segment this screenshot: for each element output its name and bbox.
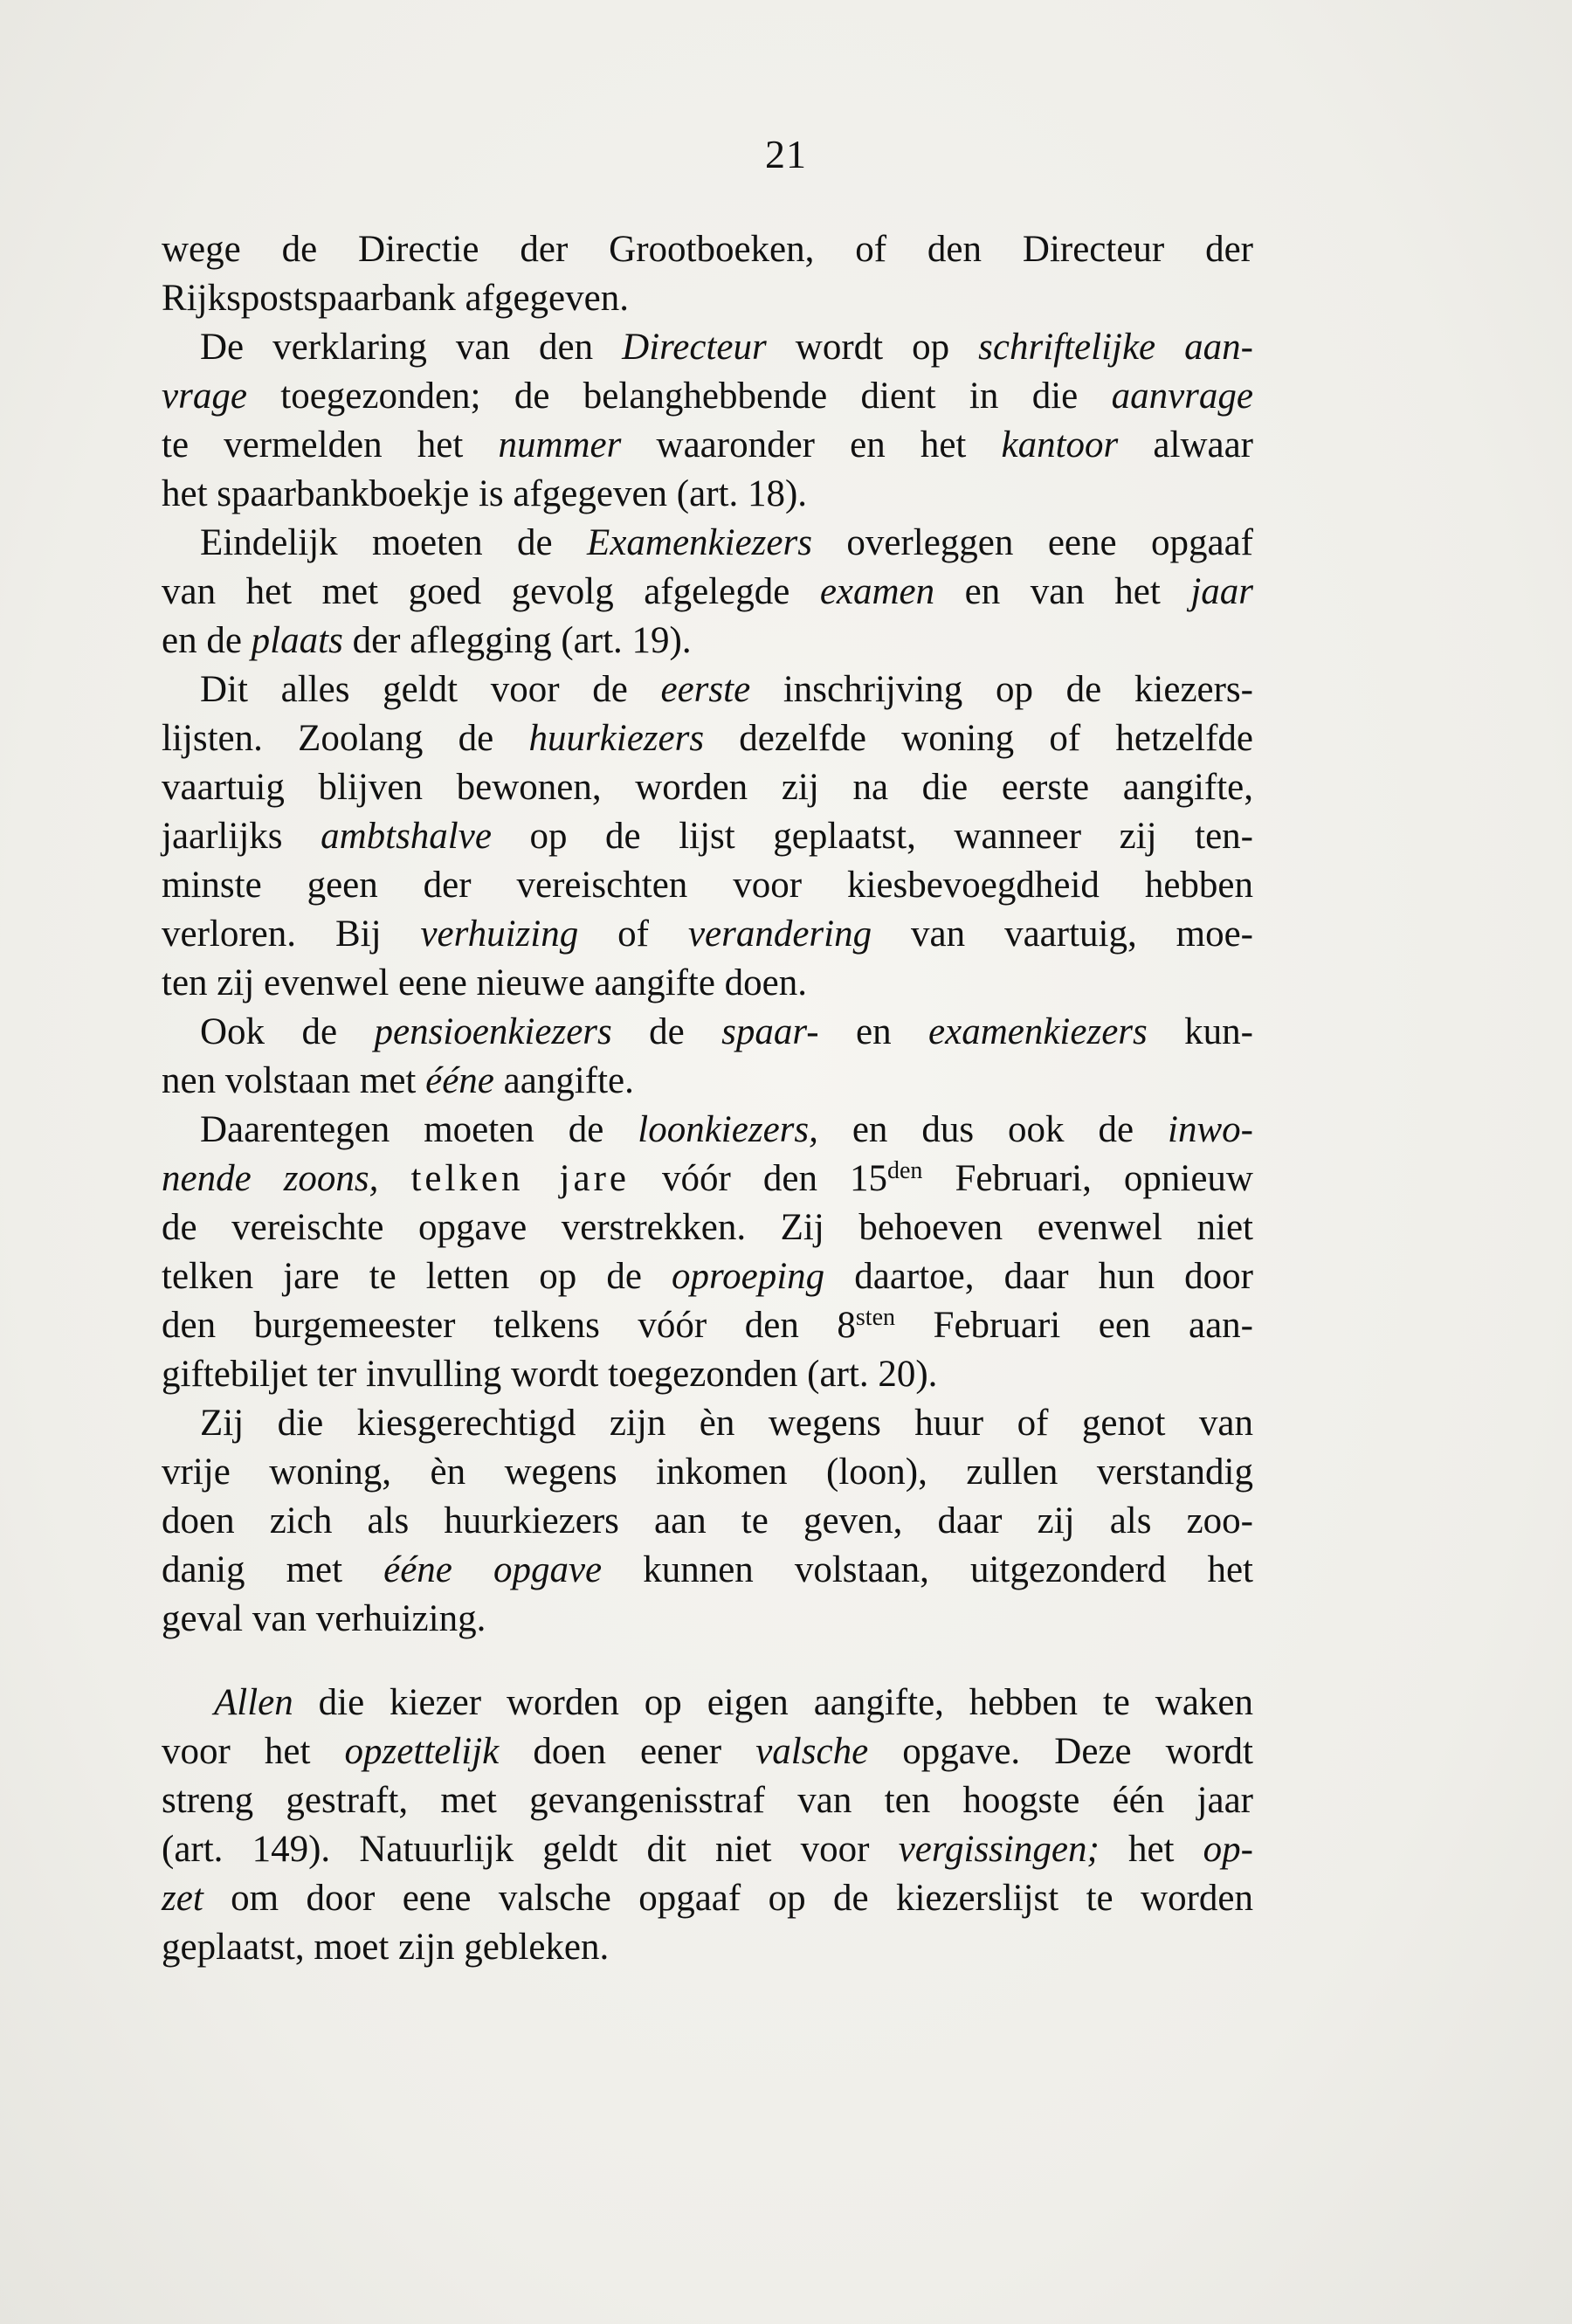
line-text: van het met goed gevolg afgelegde bbox=[162, 571, 820, 612]
line-text: danig met bbox=[162, 1549, 384, 1590]
line-text: geplaatst, moet zijn gebleken. bbox=[162, 1927, 610, 1968]
line-text: vóór den 15 bbox=[629, 1158, 887, 1199]
text-line bbox=[162, 1727, 1253, 1776]
line-text: nen volstaan met bbox=[162, 1060, 426, 1101]
line-text: daartoe, daar hun door bbox=[824, 1256, 1253, 1297]
text-line bbox=[162, 1350, 1253, 1399]
text-line bbox=[162, 1252, 1253, 1301]
line-text: ten zij evenwel eene nieuwe aangifte doen. bbox=[162, 962, 807, 1003]
line-text: verloren. Bij bbox=[162, 914, 421, 955]
line-text: Ook de bbox=[200, 1011, 375, 1052]
italic-text: kantoor bbox=[1001, 424, 1119, 465]
text-line bbox=[162, 1155, 1253, 1203]
superscript-text: den bbox=[886, 1157, 923, 1184]
text-line bbox=[162, 1776, 1253, 1825]
text-line bbox=[162, 1497, 1253, 1546]
italic-text: vergissingen; bbox=[898, 1829, 1100, 1870]
line-text: die kiezer worden op eigen aangifte, hebben te waken bbox=[293, 1682, 1253, 1723]
italic-text: ééne bbox=[425, 1060, 494, 1101]
line-text: en de bbox=[162, 620, 252, 661]
line-text: De verklaring van den bbox=[200, 327, 623, 368]
italic-text: nende zoons, bbox=[162, 1158, 379, 1199]
spaced-text: telken jare bbox=[410, 1158, 630, 1199]
line-text: en van het bbox=[934, 571, 1191, 612]
text-line bbox=[162, 1825, 1253, 1874]
italic-text: oproeping bbox=[672, 1256, 825, 1297]
line-text: Rijkspostspaarbank afgegeven. bbox=[162, 278, 629, 319]
line-text: op de lijst geplaatst, wanneer zij ten- bbox=[491, 816, 1253, 857]
main-text-block bbox=[162, 225, 1253, 1644]
line-text bbox=[378, 1158, 410, 1199]
italic-text: ambtshalve bbox=[321, 816, 492, 857]
line-text: Eindelijk moeten de bbox=[200, 522, 588, 563]
closing-text-block bbox=[162, 1679, 1253, 1972]
line-text: dezelfde woning of hetzelfde bbox=[704, 718, 1253, 759]
line-text: doen zich als huurkiezers aan te geven, daar zij als zoo- bbox=[162, 1500, 1253, 1541]
text-line bbox=[162, 1203, 1253, 1252]
line-text: van vaartuig, moe- bbox=[872, 914, 1253, 955]
text-line bbox=[162, 421, 1253, 470]
line-text: den burgemeester telkens vóór den 8 bbox=[162, 1305, 856, 1346]
text-line bbox=[162, 1106, 1253, 1155]
line-text: wege de Directie der Grootboeken, of den Directeur der bbox=[162, 229, 1253, 270]
italic-text: loonkiezers, bbox=[638, 1109, 818, 1150]
text-line bbox=[162, 959, 1253, 1008]
italic-text: verhuizing bbox=[420, 914, 579, 955]
text-line bbox=[162, 617, 1253, 665]
line-text: het spaarbankboekje is afgegeven (art. 18). bbox=[162, 473, 808, 514]
text-line bbox=[162, 1923, 1253, 1972]
line-text: Februari een aan- bbox=[895, 1305, 1253, 1346]
line-text: en bbox=[818, 1011, 929, 1052]
italic-text: eerste bbox=[660, 669, 751, 710]
italic-text: Allen bbox=[214, 1682, 293, 1723]
line-text: Zij die kiesgerechtigd zijn èn wegens huur of genot van bbox=[200, 1403, 1253, 1444]
line-text: lijsten. Zoolang de bbox=[162, 718, 529, 759]
line-text: (art. 149). Natuurlijk geldt dit niet voor bbox=[162, 1829, 899, 1870]
italic-text: zet bbox=[162, 1878, 203, 1919]
line-text: doen eener bbox=[499, 1731, 756, 1772]
italic-text: examenkiezers bbox=[928, 1011, 1148, 1052]
italic-text: Examenkiezers bbox=[587, 522, 812, 563]
text-line bbox=[162, 665, 1253, 714]
italic-text: valsche bbox=[755, 1731, 869, 1772]
line-text: telken jare te letten op de bbox=[162, 1256, 672, 1297]
line-text: alwaar bbox=[1118, 424, 1253, 465]
line-text: om door eene valsche opgaaf op de kiezerslijst te worden bbox=[203, 1878, 1253, 1919]
italic-text: aanvrage bbox=[1111, 376, 1253, 417]
text-line bbox=[162, 763, 1253, 812]
text-line bbox=[162, 861, 1253, 910]
italic-text: opzettelijk bbox=[344, 1731, 500, 1772]
line-text: giftebiljet ter invulling wordt toegezonden (art. 20). bbox=[162, 1354, 938, 1395]
text-line bbox=[162, 1546, 1253, 1595]
italic-text: plaats bbox=[251, 620, 343, 661]
text-line bbox=[162, 812, 1253, 861]
superscript-text: sten bbox=[855, 1304, 895, 1331]
text-line bbox=[162, 1399, 1253, 1448]
text-line bbox=[162, 1874, 1253, 1923]
line-text: vrije woning, èn wegens inkomen (loon), zullen verstandig bbox=[162, 1452, 1253, 1493]
text-line bbox=[162, 274, 1253, 323]
italic-text: verandering bbox=[687, 914, 872, 955]
text-line bbox=[162, 372, 1253, 421]
line-text: opgave. Deze wordt bbox=[868, 1731, 1253, 1772]
italic-text: nummer bbox=[498, 424, 622, 465]
line-text: toegezonden; de belanghebbende dient in die bbox=[246, 376, 1112, 417]
text-line bbox=[162, 1448, 1253, 1497]
text-line bbox=[162, 323, 1253, 372]
italic-text: examen bbox=[819, 571, 935, 612]
line-text: Februari, opnieuw bbox=[922, 1158, 1253, 1199]
line-text: Dit alles geldt voor de bbox=[200, 669, 661, 710]
italic-text: pensioenkiezers bbox=[374, 1011, 612, 1052]
text-line bbox=[162, 1679, 1253, 1727]
italic-text: vrage bbox=[162, 376, 247, 417]
line-text: te vermelden het bbox=[162, 424, 499, 465]
line-text: het bbox=[1099, 1829, 1203, 1870]
text-line bbox=[162, 714, 1253, 763]
line-text: wordt op bbox=[766, 327, 979, 368]
line-text: Daarentegen moeten de bbox=[200, 1109, 638, 1150]
text-line bbox=[162, 1595, 1253, 1644]
line-text: minste geen der vereischten voor kiesbevoegdheid hebben bbox=[162, 865, 1253, 906]
line-text: geval van verhuizing. bbox=[162, 1598, 486, 1639]
line-text: de bbox=[611, 1011, 722, 1052]
line-text: inschrijving op de kiezers- bbox=[750, 669, 1253, 710]
text-line bbox=[162, 1008, 1253, 1057]
text-line bbox=[162, 470, 1253, 519]
italic-text: spaar- bbox=[721, 1011, 819, 1052]
line-text: jaarlijks bbox=[162, 816, 321, 857]
text-line bbox=[162, 568, 1253, 617]
text-line bbox=[162, 1301, 1253, 1350]
line-text: en dus ook de bbox=[817, 1109, 1169, 1150]
text-line bbox=[162, 519, 1253, 568]
page-number: 21 bbox=[765, 132, 807, 176]
text-line bbox=[162, 1057, 1253, 1106]
italic-text: Directeur bbox=[622, 327, 767, 368]
line-text: aangifte. bbox=[493, 1060, 634, 1101]
line-text: kun- bbox=[1147, 1011, 1253, 1052]
italic-text: op- bbox=[1203, 1829, 1253, 1870]
line-text: voor het bbox=[162, 1731, 345, 1772]
text-line bbox=[162, 910, 1253, 959]
italic-text: huurkiezers bbox=[528, 718, 705, 759]
italic-text: jaar bbox=[1190, 571, 1254, 612]
italic-text: inwo- bbox=[1168, 1109, 1253, 1150]
italic-text: schriftelijke aan- bbox=[978, 327, 1253, 368]
text-line bbox=[162, 225, 1253, 274]
line-text: der aflegging (art. 19). bbox=[342, 620, 692, 661]
line-text: of bbox=[578, 914, 688, 955]
line-text: streng gestraft, met gevangenisstraf van ten hoogste één jaar bbox=[162, 1780, 1253, 1821]
line-text: vaartuig blijven bewonen, worden zij na die eerste aangifte, bbox=[162, 767, 1253, 808]
line-text: waaronder en het bbox=[621, 424, 1002, 465]
line-text: overleggen eene opgaaf bbox=[811, 522, 1253, 563]
italic-text: ééne opgave bbox=[383, 1549, 603, 1590]
line-text: de vereischte opgave verstrekken. Zij behoeven evenwel niet bbox=[162, 1207, 1253, 1248]
line-text: kunnen volstaan, uitgezonderd het bbox=[602, 1549, 1254, 1590]
